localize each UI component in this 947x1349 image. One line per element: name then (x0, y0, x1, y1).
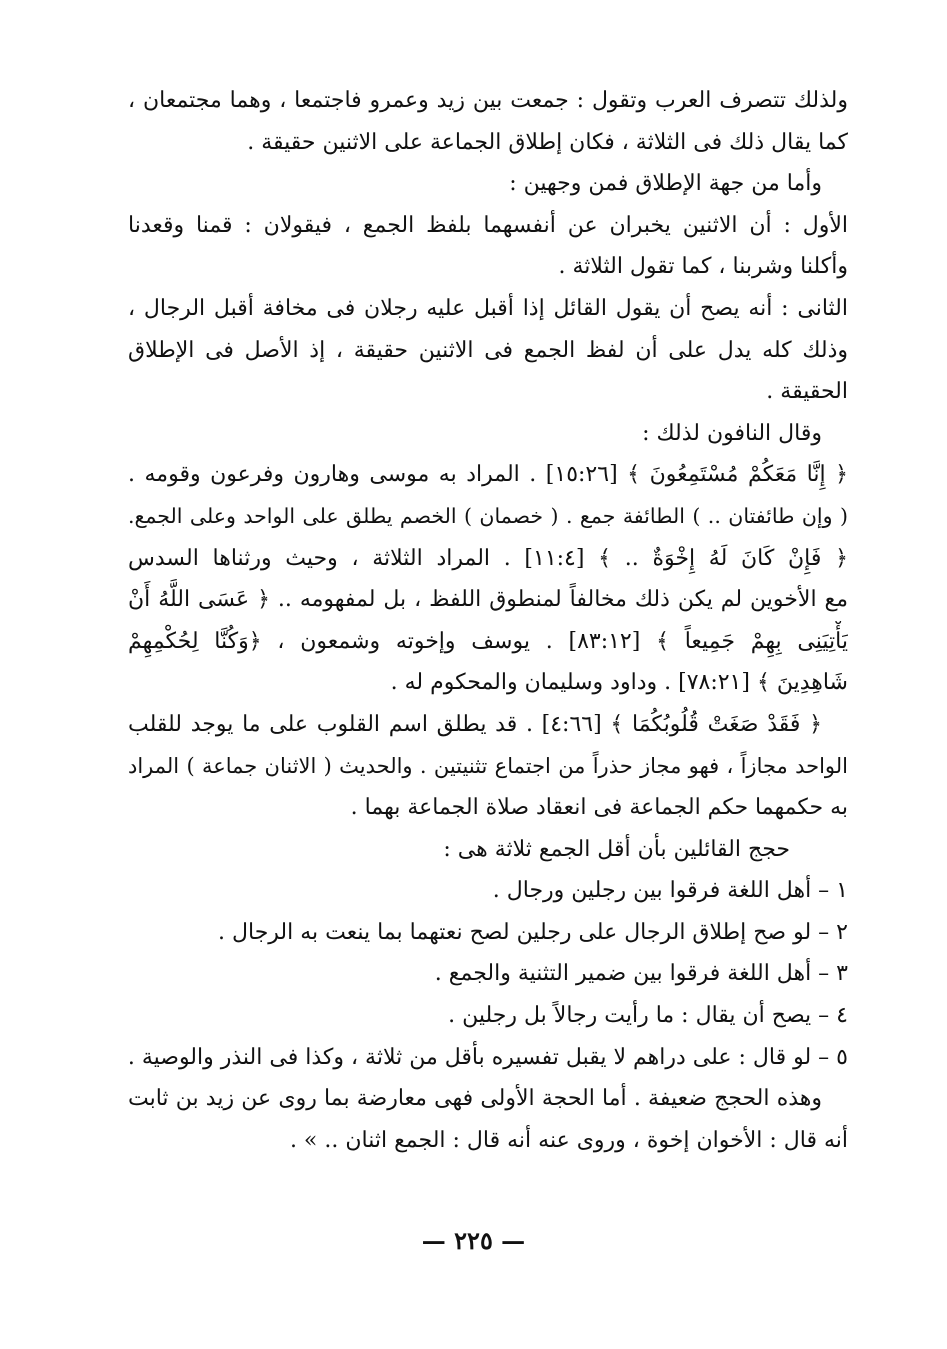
text-line-12: ﴿ فَإِنْ كَانَ لَهُ إِخْوَةٌ .. ﴾ [١١:٤] . المراد الثلاثة ، وحيث ورثناها السدس (128, 545, 848, 571)
text-line-1: ولذلك تتصرف العرب وتقول : جمعت بين زيد وعمرو فاجتمعا ، وهما مجتمعان ، (128, 88, 848, 113)
list-item-3: ٣ – أهل اللغة فرقوا بين ضمير التثنية والجمع . (434, 961, 848, 987)
page-body (128, 80, 848, 1161)
text-line-13: مع الأخوين لم يكن ذلك مخالفاً لمنطوق اللفظ ، بل لمفهومه .. ﴿ عَسَى اللَّهُ أَنْ (128, 587, 848, 613)
text-line-9: وقال النافون لذلك : (642, 420, 822, 446)
text-line-10: ﴿ إِنَّا مَعَكُمْ مُسْتَمِعُونَ ﴾ [١٥:٢٦] . المراد به موسى وهارون وفرعون وقومه . (128, 462, 848, 488)
page-number: — ٢٢٥ — (421, 1226, 526, 1255)
text-line-2: كما يقال ذلك فى الثلاثة ، فكان إطلاق الجماعة على الاثنين حقيقة . (247, 129, 848, 155)
text-line-16: ﴿ فَقَدْ صَغَتْ قُلُوبُكُمَا ﴾ [٤:٦٦] . قد يطلق اسم القلوب على ما يوجد للقلب (128, 711, 822, 737)
text-line-7: وذلك كله يدل على أن لفظ الجمع فى الاثنين حقيقة ، إذ الأصل فى الإطلاق (128, 337, 848, 363)
text-line-17: الواحد مجازاً ، فهو مجاز حذراً من اجتماع تثنيتين . والحديث ( الاثنان جماعة ) المراد (128, 753, 848, 778)
text-line-5: وأكلنا وشربنا ، كما تقول الثلاثة . (558, 254, 848, 280)
text-line-14: يَأْتِيَنِى بِهِمْ جَمِيعاً ﴾ [٨٣:١٢] . يوسف وإخوته وشمعون ، ﴿وَكُنَّا لِحُكْمِهِمْ (128, 628, 848, 654)
text-line-19: حجج القائلين بأن أقل الجمع ثلاثة هى : (443, 836, 790, 862)
list-item-1: ١ – أهل اللغة فرقوا بين رجلين ورجال . (492, 878, 848, 904)
text-line-8: الحقيقة . (766, 379, 848, 405)
text-line-4: الأول : أن الاثنين يخبران عن أنفسهما بلفظ الجمع ، فيقولان : قمنا وقعدنا (128, 212, 848, 238)
text-line-11: ( وإن طائفتان .. ) الطائفة جمع . ( خصمان ) الخصم يطلق على الواحد وعلى الجمع. (128, 503, 848, 528)
text-line-18: به حكمهما حكم الجماعة فى انعقاد صلاة الجماعة بهما . (350, 795, 848, 821)
text-line-3: وأما من جهة الإطلاق فمن وجهين : (509, 171, 822, 197)
list-item-5: ٥ – لو قال : على دراهم لا يقبل تفسيره بأقل من ثلاثة ، وكذا فى النذر والوصية . (128, 1044, 848, 1070)
text-line-25: وهذه الحجج ضعيفة . أما الحجة الأولى فهى معارضة بما روى عن زيد بن ثابت (128, 1086, 822, 1112)
list-item-2: ٢ – لو صح إطلاق الرجال على رجلين لصح نعتهما بما ينعت به الرجال . (218, 919, 848, 945)
text-line-15: شَاهِدِينَ ﴾ [٧٨:٢١] . وداود وسليمان والمحكوم له . (390, 670, 848, 696)
text-line-6: الثانى : أنه يصح أن يقول القائل إذا أقبل عليه رجلان فى مخافة أقبل الرجال ، (128, 295, 848, 321)
text-line-26: أنه قال : الأخوان إخوة ، وروى عنه أنه قال : الجمع اثنان .. » . (289, 1127, 848, 1153)
list-item-4: ٤ – يصح أن يقال : ما رأيت رجالاً بل رجلين . (448, 1003, 848, 1029)
